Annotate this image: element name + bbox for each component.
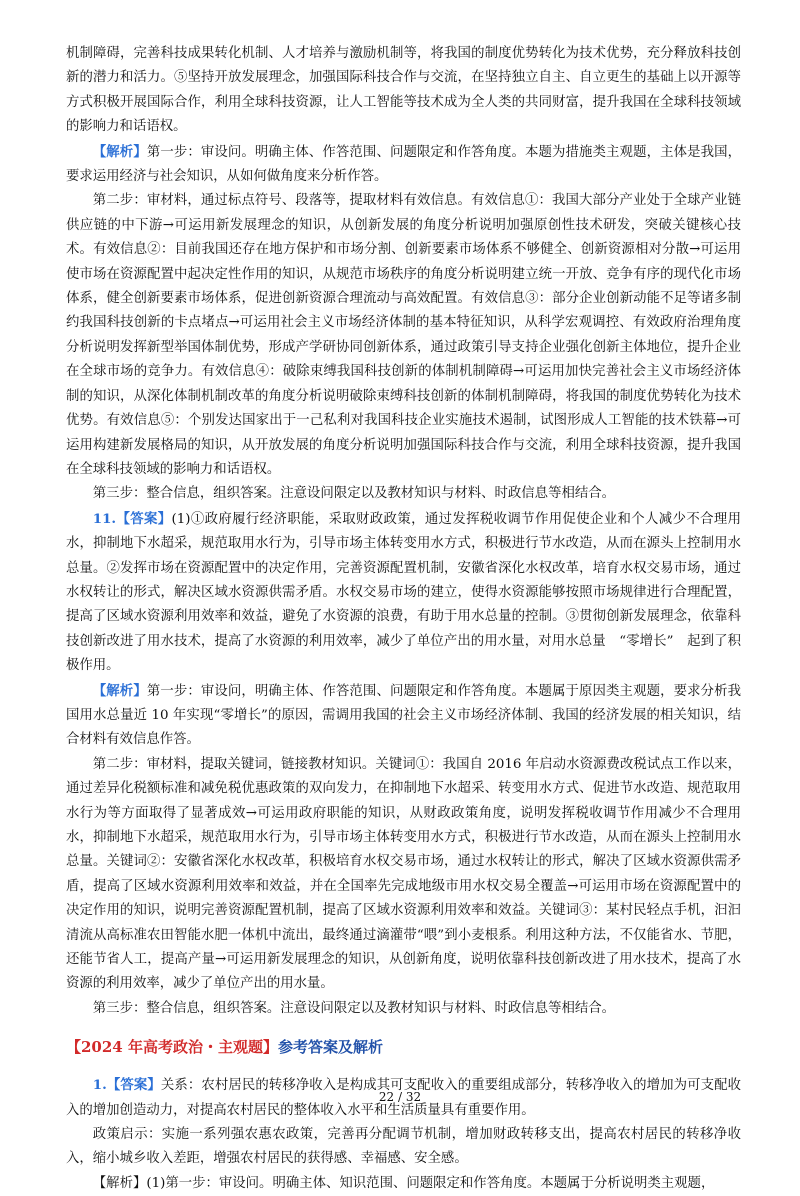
analysis-label: 【解析】: [92, 143, 147, 160]
q11-analysis-text: 第一步：审设问，明确主体、作答范围、问题限定和作答角度。本题属于原因类主观题，要求分析我国用水总量近 10 年实现“零增长”的原因，需调用我国的社会主义市场经济体制、我国的经济发展的相关知识，结合材料有效信息作答。: [66, 683, 742, 748]
q11-analysis-step2: 第二步：审材料，提取关键词，链接教材知识。关键词①：我国自 2016 年启动水资源费改税试点工作以来，通过差异化税额标准和减免税优惠政策的双向发力，在抑制地下水超采、转变用水方式、促进节水改造、规范取用水行为等方面取得了显著成效→可运用政府职能的知识，从财政政策角度，说明发挥税收调节作用减少不合理用水，抑制地下水超采，规范取用水行为，引导市场主体转变用水方式，积极进行节水改造，从而在源头上控制用水总量。关键词②：安徽省深化水权改革，积极培育水权交易市场，通过水权转让的形式，解决了区域水资源供需矛盾，提高了区域水资源利用效率和效益，并在全国率先完成地级市用水权交易全覆盖→可运用市场在资源配置中的决定作用的知识，说明完善资源配置机制，提高了区域水资源利用效率和效益。关键词③：某村民轻点手机，汩汩清流从高标准农田智能水肥一体机中流出，最终通过滴灌带“喂”到小麦根系。利用这种方法，不仅能省水、节肥，还能节省人工，提高产量→可运用新发展理念的知识，从创新角度，说明依靠科技创新改进了用水技术，提高了水资源的利用效率，减少了单位产出的用水量。: [66, 756, 741, 992]
q1-policy: 政策启示：实施一系列强农惠农政策，完善再分配调节机制，增加财政转移支出，提高农村居民的转移净收入，缩小城乡收入差距，增强农村居民的获得感、幸福感、安全感。: [66, 1127, 741, 1167]
q11-answer: [66, 507, 741, 679]
answer-label: 【答案】: [116, 510, 172, 527]
page-number: 22 / 32: [378, 1090, 422, 1104]
q11-analysis-step1: [66, 679, 741, 753]
q11-answer-text: (1)①政府履行经济职能，采取财政政策，通过发挥税收调节作用促使企业和个人减少不合理用水，抑制地下水超采，规范取用水行为，引导市场主体转变用水方式，积极进行节水改造，从而在源头上控制用水总量。②发挥市场在资源配置中的决定作用，完善资源配置机制，安徽省深化水权改革，培育水权交易市场，通过水权转让的形式，解决区域水资源供需矛盾。水权交易市场的建立，使得水资源能够按照市场规律进行合理配置，提高了区域水资源利用效率和效益，避免了水资源的浪费，有助于用水总量的控制。③贯彻创新发展理念，依靠科技创新改进了用水技术，提高了水资源的利用效率，减少了单位产出的用水量，对用水总量 “零增长” 起到了积极作用。: [66, 511, 742, 674]
q10-analysis-step3: 第三步：整合信息，组织答案。注意设问限定以及教材知识与材料、时政信息等相结合。: [92, 486, 616, 502]
answer-label: 【答案】: [106, 1077, 161, 1094]
continued-answer-paragraph: 机制障碍，完善科技成果转化机制、人才培养与激励机制等，将我国的制度优势转化为技术优势，充分释放科技创新的潜力和活力。⑤坚持开放发展理念，加强国际科技合作与交流，在坚持独立自主、自立更生的基础上以开源等方式积极开展国际合作，利用全球科技资源，让人工智能等技术成为全人类的共同财富，提升我国在全球科技领域的影响力和话语权。: [66, 46, 741, 135]
q1-number: 1.: [92, 1077, 107, 1094]
q1-answer-text: 关系：农村居民的转移净收入是构成其可支配收入的重要组成部分，转移净收入的增加为可支配收入的增加创造动力，对提高农村居民的整体收入水平和生活质量具有重要作用。: [66, 1078, 742, 1118]
q10-analysis-text: 第一步：审设问。明确主体、作答范围、问题限定和作答角度。本题为措施类主观题，主体是我国，要求运用经济与社会知识，从如何做角度来分析作答。: [66, 144, 742, 185]
document-page: [66, 42, 741, 1196]
q10-analysis-step1: [66, 140, 741, 190]
q11-number: 11.: [92, 510, 117, 527]
q10-analysis-step2: 第二步：审材料，通过标点符号、段落等，提取材料有效信息。有效信息①：我国大部分产业处于全球产业链供应链的中下游→可运用新发展理念的知识，从创新发展的角度分析说明加强原创性技术研发，突破关键核心技术。有效信息②：目前我国还存在地方保护和市场分割、创新要素市场体系不够健全、创新资源相对分散→可运用使市场在资源配置中起决定性作用的知识，从规范市场秩序的角度分析说明建立统一开放、竞争有序的现代化市场体系，健全创新要素市场体系，促进创新资源合理流动与高效配置。有效信息③：部分企业创新动能不足等诸多制约我国科技创新的卡点堵点→可运用社会主义市场经济体制的基本特征知识，从科学宏观调控、有效政府治理角度分析说明发挥新型举国体制优势，形成产学研协同创新体系，通过政策引导支持企业强化创新主体地位，提升企业在全球市场的竞争力。有效信息④：破除束缚我国科技创新的体制机制障碍→可运用加快完善社会主义市场经济体制的知识，从深化体制机制改革的角度分析说明破除束缚科技创新的体制机制障碍，将我国的制度优势转化为技术优势。有效信息⑤：个别发达国家出于一己私利对我国科技企业实施技术遏制，试图形成人工智能的技术铁幕→可运用构建新发展格局的知识，从开放发展的角度分析说明加强国际科技合作与交流，利用全球科技资源，提升我国在全球科技领域的影响力和话语权。: [66, 193, 741, 477]
section-heading-bracket: 【2024 年高考政治・主观题】: [66, 1038, 278, 1057]
analysis-label: 【解析】: [92, 682, 147, 699]
q11-analysis-step3: 第三步：整合信息，组织答案。注意设问限定以及教材知识与材料、时政信息等相结合。: [92, 1000, 616, 1016]
section-heading: [66, 1035, 741, 1059]
q1-analysis: 【解析】(1)第一步：审设问。明确主体、知识范围、问题限定和作答角度。本题属于分析说明类主观题，: [92, 1175, 715, 1191]
section-heading-rest: 参考答案及解析: [277, 1038, 383, 1057]
